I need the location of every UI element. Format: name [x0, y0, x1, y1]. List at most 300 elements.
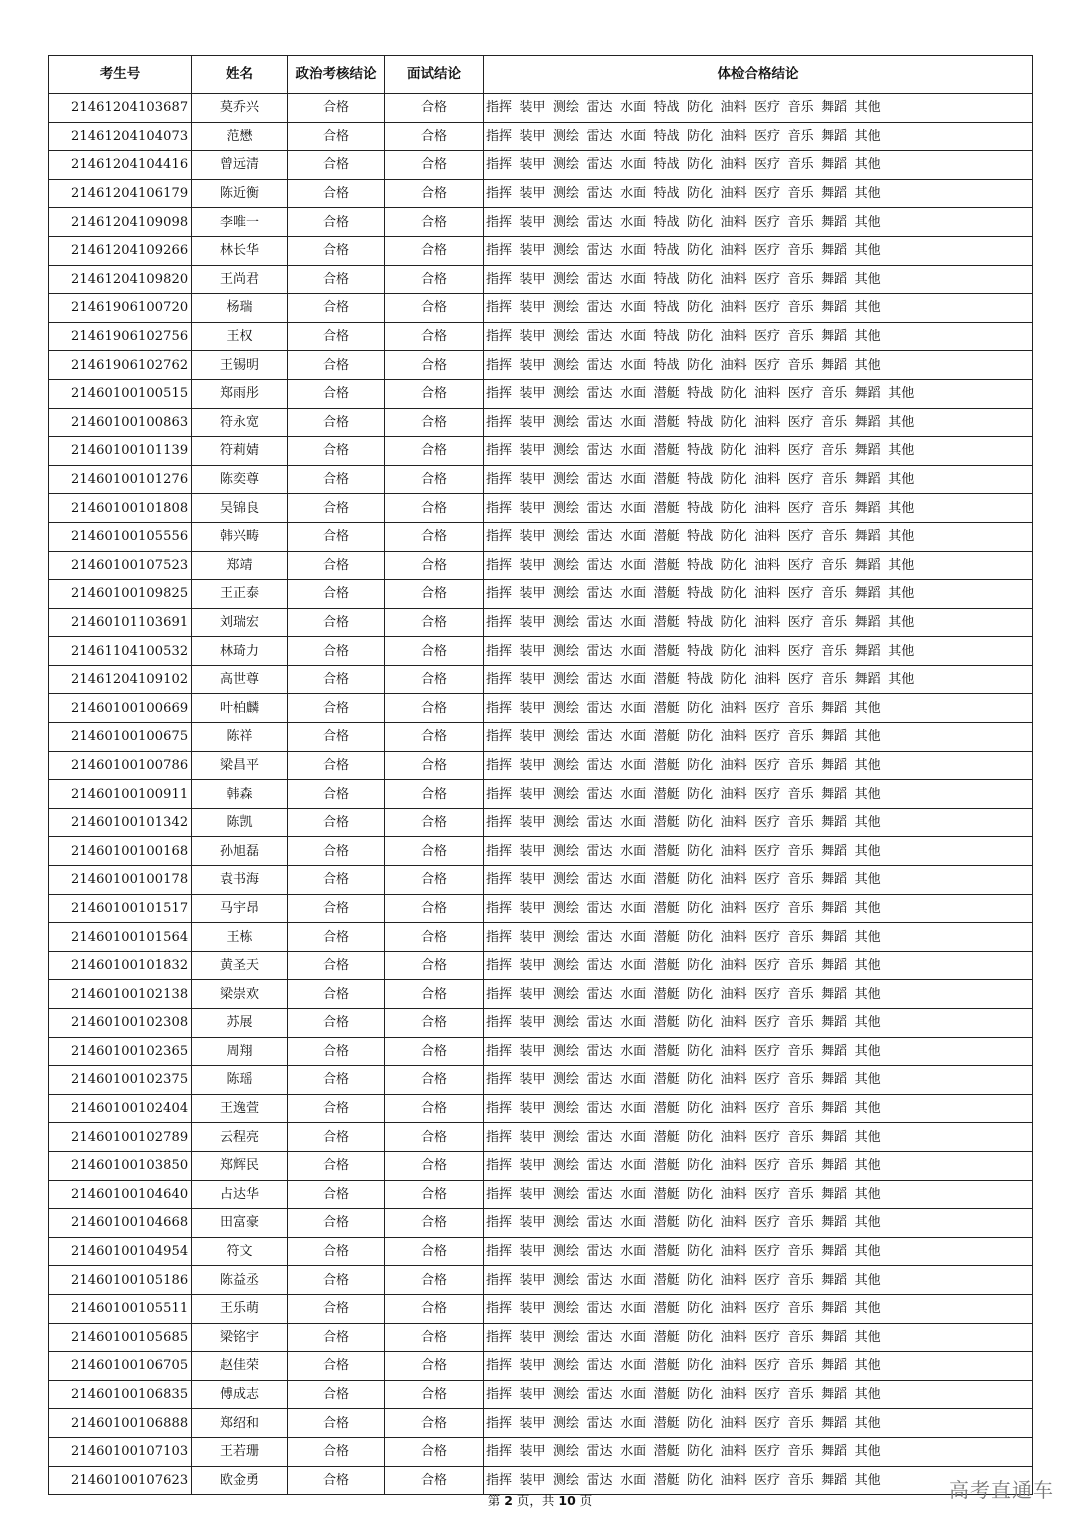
name-cell: 云程亮: [192, 1123, 288, 1152]
exam-category: 音乐: [787, 958, 814, 974]
exam-category: 水面: [620, 1158, 647, 1174]
political-result-cell: 合格: [288, 1151, 385, 1180]
interview-result-cell: 合格: [385, 608, 484, 637]
exam-category: 音乐: [787, 929, 814, 945]
exam-category: 指挥: [486, 815, 513, 831]
exam-category: 装甲: [519, 643, 546, 659]
exam-number-cell: 21460100101139: [49, 437, 192, 466]
exam-category: 医疗: [754, 757, 781, 773]
exam-category: 医疗: [754, 815, 781, 831]
physical-exam-cell: [484, 923, 1033, 952]
exam-category: 其他: [854, 815, 881, 831]
exam-category: 音乐: [787, 1015, 814, 1031]
exam-category: 装甲: [519, 1043, 546, 1059]
table-row: [49, 637, 1033, 666]
physical-exam-cell: [484, 551, 1033, 580]
exam-category: 雷达: [586, 958, 613, 974]
exam-category: 油料: [720, 329, 747, 345]
exam-category: 雷达: [586, 900, 613, 916]
exam-number-cell: 21460100100863: [49, 408, 192, 437]
exam-category: 装甲: [519, 243, 546, 259]
exam-category: 防化: [720, 557, 747, 573]
interview-result-cell: 合格: [385, 437, 484, 466]
exam-category: 水面: [620, 872, 647, 888]
exam-category: 水面: [620, 500, 647, 516]
exam-category: 测绘: [553, 1072, 580, 1088]
exam-category: 舞蹈: [821, 757, 848, 773]
exam-category: 舞蹈: [821, 786, 848, 802]
exam-category: 医疗: [754, 1043, 781, 1059]
exam-category: 医疗: [754, 1072, 781, 1088]
exam-category: 舞蹈: [854, 472, 881, 488]
exam-category: 医疗: [754, 958, 781, 974]
exam-category: 测绘: [553, 757, 580, 773]
political-result-cell: 合格: [288, 179, 385, 208]
exam-category: 潜艇: [653, 843, 680, 859]
exam-category: 装甲: [519, 1301, 546, 1317]
exam-category: 音乐: [787, 729, 814, 745]
name-cell: 王乐萌: [192, 1294, 288, 1323]
exam-category: 音乐: [787, 1186, 814, 1202]
exam-category: 特战: [687, 557, 714, 573]
exam-category: 医疗: [754, 700, 781, 716]
exam-category: 指挥: [486, 557, 513, 573]
exam-category: 雷达: [586, 386, 613, 402]
table-row: [49, 465, 1033, 494]
political-result-cell: 合格: [288, 1237, 385, 1266]
political-result-cell: 合格: [288, 437, 385, 466]
exam-category: 音乐: [787, 1244, 814, 1260]
exam-category: 防化: [687, 100, 714, 116]
exam-category: 油料: [720, 300, 747, 316]
exam-category: 特战: [687, 672, 714, 688]
physical-exam-cell: [484, 494, 1033, 523]
exam-category: 油料: [720, 1215, 747, 1231]
exam-category: 测绘: [553, 100, 580, 116]
political-result-cell: 合格: [288, 780, 385, 809]
interview-result-cell: 合格: [385, 494, 484, 523]
exam-category: 其他: [854, 1387, 881, 1403]
exam-category: 其他: [854, 357, 881, 373]
exam-category: 雷达: [586, 1015, 613, 1031]
exam-category: 装甲: [519, 1244, 546, 1260]
exam-number-cell: 21460100100168: [49, 837, 192, 866]
exam-category: 指挥: [486, 1444, 513, 1460]
exam-number-cell: 21460100102375: [49, 1066, 192, 1095]
physical-exam-cell: [484, 1437, 1033, 1466]
exam-category: 油料: [720, 157, 747, 173]
exam-category: 特战: [687, 529, 714, 545]
table-row: [49, 894, 1033, 923]
exam-category: 测绘: [553, 672, 580, 688]
table-row: [49, 1437, 1033, 1466]
exam-category: 油料: [720, 100, 747, 116]
exam-category: 特战: [687, 472, 714, 488]
exam-category: 其他: [854, 100, 881, 116]
exam-category: 测绘: [553, 1158, 580, 1174]
exam-category: 油料: [754, 614, 781, 630]
exam-category: 防化: [720, 529, 747, 545]
exam-category: 音乐: [821, 643, 848, 659]
exam-category: 测绘: [553, 1415, 580, 1431]
exam-category: 其他: [888, 529, 915, 545]
exam-category: 防化: [687, 1358, 714, 1374]
table-row: [49, 494, 1033, 523]
exam-category: 指挥: [486, 128, 513, 144]
exam-category: 雷达: [586, 872, 613, 888]
exam-category: 测绘: [553, 872, 580, 888]
exam-category: 装甲: [519, 500, 546, 516]
political-result-cell: 合格: [288, 122, 385, 151]
name-cell: 郑绍和: [192, 1409, 288, 1438]
exam-category: 指挥: [486, 900, 513, 916]
exam-category: 防化: [720, 672, 747, 688]
table-row: [49, 208, 1033, 237]
exam-category: 舞蹈: [854, 500, 881, 516]
exam-category: 装甲: [519, 1444, 546, 1460]
exam-category: 防化: [687, 815, 714, 831]
physical-exam-cell: [484, 322, 1033, 351]
exam-number-cell: 21461204103687: [49, 94, 192, 123]
political-result-cell: 合格: [288, 665, 385, 694]
physical-exam-cell: [484, 379, 1033, 408]
exam-category: 指挥: [486, 357, 513, 373]
exam-category: 医疗: [754, 843, 781, 859]
exam-category: 舞蹈: [821, 986, 848, 1002]
physical-exam-cell: [484, 151, 1033, 180]
exam-category: 水面: [620, 1387, 647, 1403]
exam-category: 油料: [720, 1101, 747, 1117]
exam-category: 水面: [620, 414, 647, 430]
exam-category: 舞蹈: [821, 1272, 848, 1288]
exam-category: 舞蹈: [854, 443, 881, 459]
physical-exam-cell: [484, 351, 1033, 380]
exam-category: 舞蹈: [854, 614, 881, 630]
interview-result-cell: 合格: [385, 923, 484, 952]
interview-result-cell: 合格: [385, 1380, 484, 1409]
exam-category: 装甲: [519, 1015, 546, 1031]
interview-result-cell: 合格: [385, 980, 484, 1009]
interview-result-cell: 合格: [385, 1294, 484, 1323]
exam-category: 装甲: [519, 1472, 546, 1488]
exam-category: 防化: [687, 1043, 714, 1059]
exam-category: 防化: [687, 1415, 714, 1431]
exam-category: 特战: [653, 243, 680, 259]
exam-category: 油料: [754, 386, 781, 402]
table-row: [49, 1209, 1033, 1238]
exam-category: 水面: [620, 1244, 647, 1260]
name-cell: 王若珊: [192, 1437, 288, 1466]
name-cell: 王尚君: [192, 265, 288, 294]
exam-category: 舞蹈: [821, 1186, 848, 1202]
exam-category: 水面: [620, 986, 647, 1002]
exam-category: 音乐: [787, 1043, 814, 1059]
exam-category: 测绘: [553, 1358, 580, 1374]
exam-category: 测绘: [553, 929, 580, 945]
exam-category: 防化: [687, 1472, 714, 1488]
exam-number-cell: 21460100106835: [49, 1380, 192, 1409]
physical-exam-cell: [484, 694, 1033, 723]
name-cell: 林琦力: [192, 637, 288, 666]
table-row: [49, 122, 1033, 151]
exam-category: 指挥: [486, 500, 513, 516]
political-result-cell: 合格: [288, 551, 385, 580]
exam-category: 指挥: [486, 414, 513, 430]
interview-result-cell: 合格: [385, 122, 484, 151]
political-result-cell: 合格: [288, 1266, 385, 1295]
exam-category: 潜艇: [653, 1444, 680, 1460]
exam-category: 装甲: [519, 157, 546, 173]
exam-number-cell: 21461906102762: [49, 351, 192, 380]
exam-category: 舞蹈: [821, 1415, 848, 1431]
exam-category: 音乐: [821, 557, 848, 573]
name-cell: 傅成志: [192, 1380, 288, 1409]
exam-category: 指挥: [486, 214, 513, 230]
exam-category: 装甲: [519, 872, 546, 888]
exam-category: 装甲: [519, 557, 546, 573]
exam-category: 装甲: [519, 1415, 546, 1431]
exam-category: 指挥: [486, 100, 513, 116]
exam-category: 其他: [888, 672, 915, 688]
exam-category: 潜艇: [653, 1301, 680, 1317]
exam-category: 其他: [854, 700, 881, 716]
exam-category: 指挥: [486, 1358, 513, 1374]
exam-category: 油料: [720, 900, 747, 916]
table-body: [49, 94, 1033, 1495]
exam-number-cell: 21460100100911: [49, 780, 192, 809]
exam-number-cell: 21460100102138: [49, 980, 192, 1009]
exam-category: 雷达: [586, 757, 613, 773]
exam-category: 测绘: [553, 1472, 580, 1488]
exam-category: 防化: [687, 1444, 714, 1460]
exam-category: 水面: [620, 729, 647, 745]
exam-category: 油料: [720, 1444, 747, 1460]
exam-category: 防化: [687, 1387, 714, 1403]
exam-category: 医疗: [754, 786, 781, 802]
exam-category: 医疗: [754, 157, 781, 173]
table-row: [49, 751, 1033, 780]
exam-category: 雷达: [586, 271, 613, 287]
exam-category: 雷达: [586, 1043, 613, 1059]
exam-category: 特战: [653, 157, 680, 173]
exam-number-cell: 21460100104640: [49, 1180, 192, 1209]
exam-category: 舞蹈: [821, 1444, 848, 1460]
exam-number-cell: 21460100102308: [49, 1009, 192, 1038]
name-cell: 符永宽: [192, 408, 288, 437]
exam-category: 防化: [720, 586, 747, 602]
political-result-cell: 合格: [288, 1066, 385, 1095]
exam-category: 雷达: [586, 815, 613, 831]
watermark: 高考直通车: [949, 1478, 1054, 1502]
exam-category: 水面: [620, 614, 647, 630]
interview-result-cell: 合格: [385, 408, 484, 437]
exam-category: 舞蹈: [821, 729, 848, 745]
exam-category: 油料: [720, 1387, 747, 1403]
exam-category: 防化: [687, 872, 714, 888]
exam-category: 防化: [687, 329, 714, 345]
exam-category: 雷达: [586, 186, 613, 202]
exam-category: 音乐: [787, 1301, 814, 1317]
interview-result-cell: 合格: [385, 751, 484, 780]
exam-category: 油料: [720, 357, 747, 373]
exam-category: 潜艇: [653, 1415, 680, 1431]
exam-category: 水面: [620, 100, 647, 116]
exam-category: 防化: [687, 900, 714, 916]
exam-number-cell: 21460100103850: [49, 1151, 192, 1180]
table-row: [49, 94, 1033, 123]
physical-exam-cell: [484, 1180, 1033, 1209]
exam-category: 水面: [620, 186, 647, 202]
exam-category: 音乐: [787, 757, 814, 773]
exam-category: 雷达: [586, 214, 613, 230]
political-result-cell: 合格: [288, 980, 385, 1009]
exam-category: 特战: [653, 300, 680, 316]
exam-category: 舞蹈: [821, 329, 848, 345]
exam-category: 医疗: [754, 1244, 781, 1260]
exam-category: 雷达: [586, 1472, 613, 1488]
exam-category: 防化: [687, 214, 714, 230]
exam-category: 防化: [720, 443, 747, 459]
exam-category: 指挥: [486, 186, 513, 202]
exam-category: 舞蹈: [821, 1244, 848, 1260]
exam-category: 潜艇: [653, 900, 680, 916]
exam-category: 音乐: [787, 214, 814, 230]
name-cell: 孙旭磊: [192, 837, 288, 866]
exam-category: 水面: [620, 1358, 647, 1374]
exam-category: 装甲: [519, 1358, 546, 1374]
name-cell: 欧金勇: [192, 1466, 288, 1495]
exam-category: 医疗: [787, 414, 814, 430]
exam-category: 防化: [687, 1015, 714, 1031]
exam-category: 雷达: [586, 786, 613, 802]
exam-category: 医疗: [754, 729, 781, 745]
exam-category: 油料: [720, 843, 747, 859]
exam-number-cell: 21461204109820: [49, 265, 192, 294]
exam-category: 其他: [854, 1329, 881, 1345]
exam-category: 防化: [687, 186, 714, 202]
exam-category: 潜艇: [653, 872, 680, 888]
physical-exam-cell: [484, 1409, 1033, 1438]
exam-category: 油料: [720, 1015, 747, 1031]
exam-number-cell: 21461906102756: [49, 322, 192, 351]
name-cell: 马宇昂: [192, 894, 288, 923]
exam-category: 测绘: [553, 1444, 580, 1460]
exam-category: 装甲: [519, 1072, 546, 1088]
political-result-cell: 合格: [288, 837, 385, 866]
exam-category: 防化: [687, 1272, 714, 1288]
exam-category: 雷达: [586, 1186, 613, 1202]
exam-number-cell: 21460100100669: [49, 694, 192, 723]
name-cell: 李唯一: [192, 208, 288, 237]
exam-category: 医疗: [754, 271, 781, 287]
exam-category: 潜艇: [653, 1358, 680, 1374]
table-row: [49, 837, 1033, 866]
exam-category: 特战: [653, 329, 680, 345]
physical-exam-cell: [484, 1323, 1033, 1352]
political-result-cell: 合格: [288, 723, 385, 752]
exam-category: 油料: [754, 443, 781, 459]
exam-category: 水面: [620, 1272, 647, 1288]
physical-exam-cell: [484, 294, 1033, 323]
exam-category: 医疗: [754, 1158, 781, 1174]
exam-category: 防化: [687, 1215, 714, 1231]
exam-category: 测绘: [553, 700, 580, 716]
exam-category: 其他: [854, 1072, 881, 1088]
exam-category: 雷达: [586, 1415, 613, 1431]
exam-category: 潜艇: [653, 643, 680, 659]
exam-category: 指挥: [486, 1186, 513, 1202]
table-row: [49, 322, 1033, 351]
exam-category: 防化: [687, 1101, 714, 1117]
name-cell: 刘瑞宏: [192, 608, 288, 637]
exam-category: 雷达: [586, 414, 613, 430]
exam-category: 油料: [720, 1129, 747, 1145]
exam-category: 特战: [687, 443, 714, 459]
exam-category: 潜艇: [653, 500, 680, 516]
exam-category: 其他: [854, 1158, 881, 1174]
table-row: [49, 1094, 1033, 1123]
table-row: [49, 522, 1033, 551]
exam-category: 潜艇: [653, 672, 680, 688]
exam-category: 指挥: [486, 1015, 513, 1031]
exam-category: 测绘: [553, 386, 580, 402]
exam-category: 油料: [720, 872, 747, 888]
exam-category: 水面: [620, 357, 647, 373]
political-result-cell: 合格: [288, 1037, 385, 1066]
exam-category: 音乐: [787, 1358, 814, 1374]
exam-category: 水面: [620, 1186, 647, 1202]
exam-category: 舞蹈: [821, 1129, 848, 1145]
interview-result-cell: 合格: [385, 1237, 484, 1266]
exam-category: 油料: [720, 757, 747, 773]
political-result-cell: 合格: [288, 322, 385, 351]
exam-category: 防化: [687, 1301, 714, 1317]
exam-category: 油料: [720, 1158, 747, 1174]
exam-category: 其他: [854, 214, 881, 230]
exam-category: 水面: [620, 472, 647, 488]
exam-category: 音乐: [787, 1272, 814, 1288]
exam-number-cell: 21460100101517: [49, 894, 192, 923]
exam-category: 雷达: [586, 1101, 613, 1117]
exam-category: 装甲: [519, 1101, 546, 1117]
exam-category: 水面: [620, 329, 647, 345]
exam-category: 测绘: [553, 557, 580, 573]
exam-category: 音乐: [821, 443, 848, 459]
exam-category: 音乐: [821, 529, 848, 545]
exam-category: 测绘: [553, 443, 580, 459]
interview-result-cell: 合格: [385, 780, 484, 809]
exam-category: 雷达: [586, 329, 613, 345]
exam-category: 测绘: [553, 1215, 580, 1231]
exam-category: 潜艇: [653, 414, 680, 430]
exam-category: 雷达: [586, 700, 613, 716]
table-row: [49, 1352, 1033, 1381]
exam-category: 油料: [720, 243, 747, 259]
exam-category: 特战: [653, 186, 680, 202]
exam-category: 水面: [620, 157, 647, 173]
exam-category: 潜艇: [653, 557, 680, 573]
exam-category: 雷达: [586, 643, 613, 659]
name-cell: 陈祥: [192, 723, 288, 752]
exam-category: 雷达: [586, 1329, 613, 1345]
exam-category: 水面: [620, 786, 647, 802]
physical-exam-cell: [484, 1294, 1033, 1323]
exam-category: 指挥: [486, 529, 513, 545]
exam-category: 音乐: [821, 614, 848, 630]
header-row: [49, 56, 1033, 94]
exam-category: 指挥: [486, 757, 513, 773]
exam-category: 防化: [687, 243, 714, 259]
